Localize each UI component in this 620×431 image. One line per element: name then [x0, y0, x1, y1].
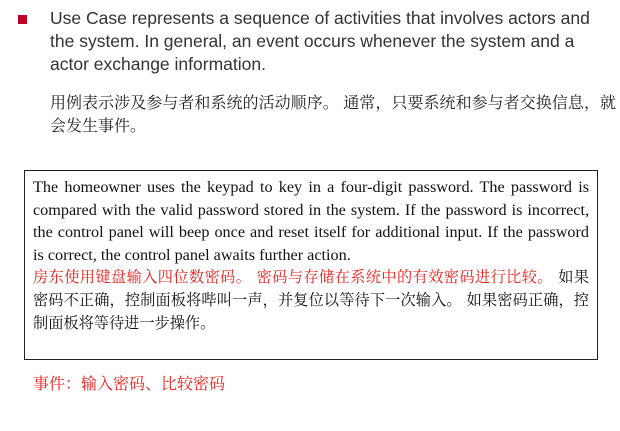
use-case-chinese-highlight: 房东使用键盘输入四位数密码。 密码与存储在系统中的有效密码进行比较。: [33, 268, 553, 287]
bullet-english-text: Use Case represents a sequence of activities that involves actors and the system. In general, an event occurs whenever the system and a actor exchange information.: [50, 8, 590, 74]
use-case-chinese-rest: 如果密码不正确，控制面板将哔叫一声，并复位以等待下一次输入。 如果密码正确，控制面板将等待进一步操作。: [33, 268, 590, 332]
square-bullet-icon: [18, 15, 27, 24]
bullet-chinese-text: 用例表示涉及参与者和系统的活动顺序。 通常，只要系统和参与者交换信息，就会发生事件。: [50, 95, 616, 135]
use-case-box: [24, 170, 598, 360]
use-case-chinese-text: [33, 266, 589, 334]
use-case-english-text: The homeowner uses the keypad to key in a four-digit password. The password is compared with the valid password stored in the system. If the password is incorrect, the control panel will beep once and reset itself for additional input. If the password is correct, the control panel awaits further action.: [33, 178, 589, 264]
event-summary-line: 事件：输入密码、比较密码: [33, 376, 226, 393]
